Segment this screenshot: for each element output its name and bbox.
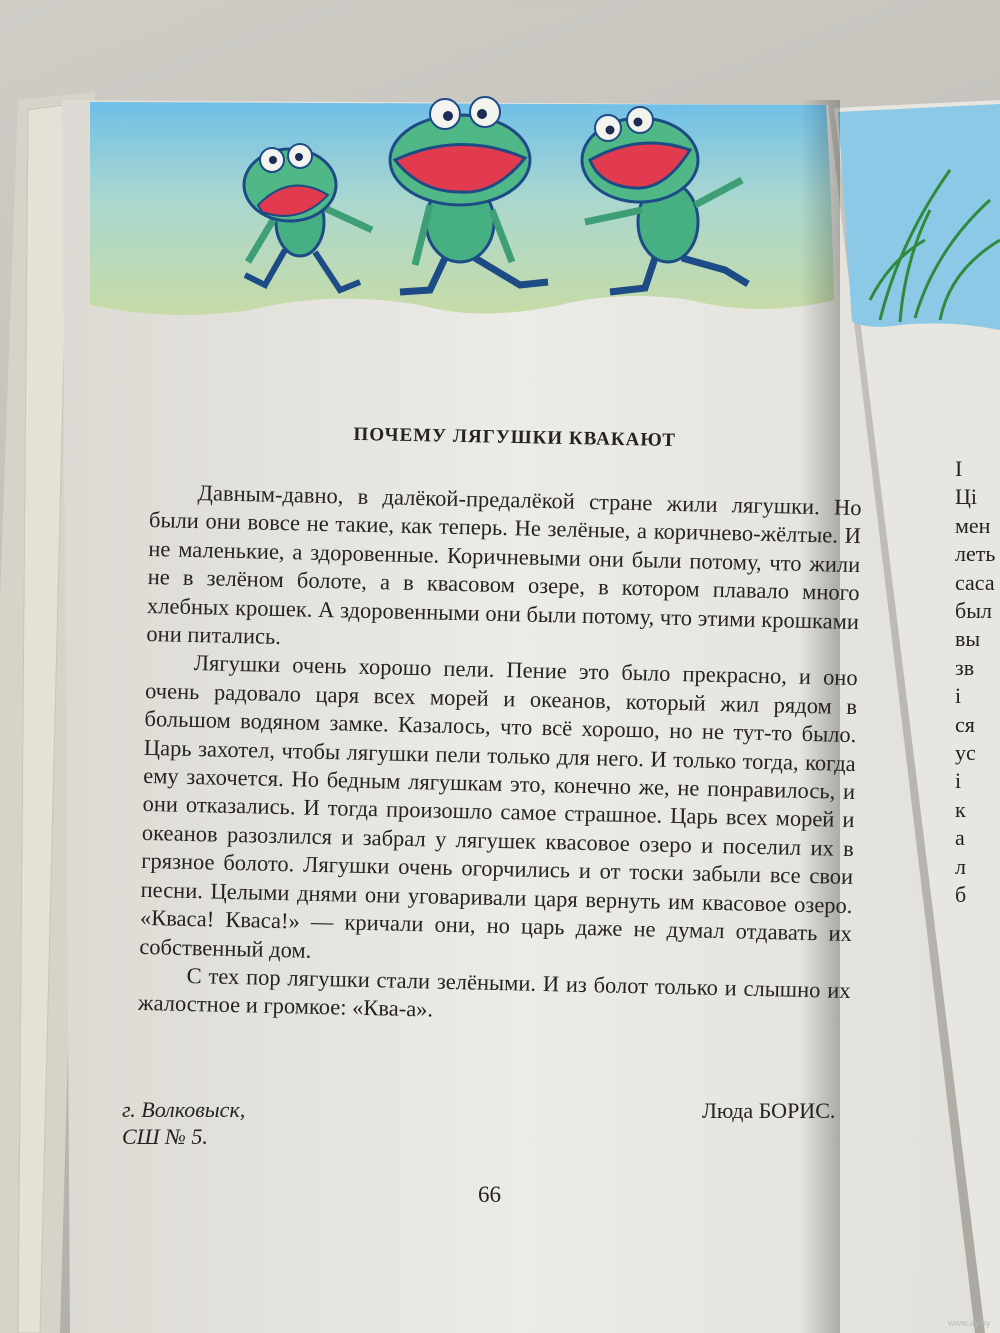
fragment: саса [955, 569, 995, 595]
fragment: ус [955, 740, 976, 766]
story-paragraph: С тех пор лягушки стали зелёными. И из болот только и слышно их жалостное и громкое: «Ква-а». [137, 962, 851, 1022]
fragment: І [955, 456, 963, 481]
fragment: б [955, 882, 967, 908]
watermark: www.ay.by [948, 1318, 991, 1328]
fragment: леть [955, 541, 996, 567]
story-paragraph: Лягушки очень хорошо пели. Пение это было прекрасно, и оно очень радовало царя всех морей и океанов, который жил рядом в большом водяном замке. Казалось, что всё хорошо, но не тут-то было. Царь захотел, чтобы лягушки пели только для него. И только тогда, когда ему захочется. Но бедным лягушкам это, конечно же, не понравилось, и они отказались. И тогда произошло самое страшное. Царь всех морей и океанов разозлился и забрал у лягушек квасовое озеро и поселил их в грязное болото. Лягушки очень огорчились и от тоски забыли все свои песни. Целыми днями они уговаривали царя вернуть им квасовое озеро. «Кваса! Кваса!» — кричали они, но царь даже не думал отдавать их собственный дом. [139, 650, 858, 963]
location-city: г. Волковыск, [122, 1097, 246, 1122]
fragment: вы [955, 626, 981, 652]
fragment: Ці [955, 484, 977, 510]
story-paragraph: Давным-давно, в далёкой-предалёкой стране жили лягушки. Но были они вовсе не такие, как теперь. Не зелёные, а коричнево-жёлтые. И не маленькие, а здоровенные. Коричневыми они были потому, что жили не в зелёном болоте, а в квасовом озере, в котором плавало много хлебных крошек. А здоровенными они были потому, что этими крошками они питались. [146, 480, 862, 650]
fragment: і [955, 768, 962, 794]
story-body [138, 478, 862, 1034]
fragment: к [955, 796, 966, 822]
fragment: ся [955, 711, 975, 737]
fragment: і [955, 683, 962, 709]
fragment: л [955, 853, 966, 879]
page-number: 66 [478, 1182, 501, 1207]
author-name: Люда БОРИС. [702, 1098, 836, 1123]
fragment: зв [955, 654, 975, 680]
right-page-text-fragments [955, 455, 1000, 910]
fragment: а [955, 825, 965, 851]
story-title: ПОЧЕМУ ЛЯГУШКИ КВАКАЮТ [353, 423, 677, 452]
fragment: был [955, 598, 992, 624]
location-school: СШ № 5. [122, 1124, 208, 1149]
fragment: мен [955, 512, 991, 538]
author-location [122, 1096, 245, 1150]
